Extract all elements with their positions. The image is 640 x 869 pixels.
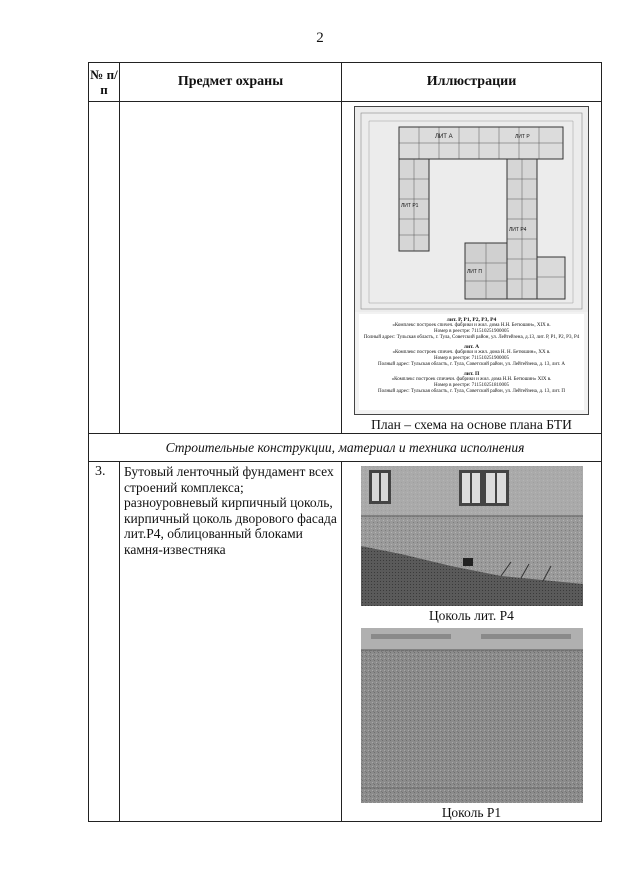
plinth-r4-photo <box>361 466 583 606</box>
plan-cell <box>342 102 602 434</box>
legend-line: Полный адрес: Тульская область, г. Тула, Советский район, ул. Лейтейзена, д. 13, лит. А <box>377 362 566 367</box>
legend-line: Номер в реестре: 711510251900005 <box>434 356 509 361</box>
legend-line: Полный адрес: Тульская область, г. Тула, Советский район, ул. Лейтейзена, д. 13, лит. П <box>377 389 566 394</box>
header-num: № п/п <box>89 63 120 102</box>
floor-plan-drawing <box>355 107 588 312</box>
table-header-row <box>89 63 602 102</box>
section-title: Строительные конструкции, материал и техника исполнения <box>89 434 602 462</box>
legend-line: «Комплекс построек спичечн. фабрики и жил. дома Н.Н. Бетюшин» XIX в. <box>391 377 552 382</box>
plan-legend <box>359 314 584 410</box>
header-subject: Предмет охраны <box>120 63 342 102</box>
legend-title-3: лит. П <box>463 371 480 377</box>
plan-label-lit-p: ЛИТ П <box>467 269 482 275</box>
plan-label-lit-a: ЛИТ А <box>435 134 453 140</box>
page-number: 2 <box>316 30 324 46</box>
photo-plinth-r4 <box>361 466 583 606</box>
plan-label-lit-r: ЛИТ Р <box>515 134 530 140</box>
legend-line: Номер в реестре: 711510251900005 <box>434 329 509 334</box>
empty-num-cell <box>89 102 120 434</box>
photo-plinth-r1 <box>361 628 583 803</box>
photos-cell <box>342 462 602 822</box>
legend-line: Номер в реестре: 711510251810005 <box>434 383 509 388</box>
legend-line: Полный адрес: Тульская область, г. Тула, Советский район, ул. Лейтейзена, д.13, лит. Р, Р1, Р2, Р3, Р4 <box>363 335 580 340</box>
empty-subject-cell <box>120 102 342 434</box>
header-illustrations: Иллюстрации <box>342 63 602 102</box>
plan-caption: План – схема на основе плана БТИ <box>371 417 572 432</box>
legend-title-1: лит. Р, Р1, Р2, Р3, Р4 <box>446 317 497 323</box>
table-row <box>89 462 602 822</box>
photo-caption-r4: Цоколь лит. Р4 <box>429 608 514 623</box>
legend-title-2: лит. А <box>463 344 480 350</box>
plan-label-lit-r4: ЛИТ Р4 <box>509 227 527 233</box>
plan-label-lit-r1: ЛИТ Р1 <box>401 203 419 209</box>
table-row-plan <box>89 102 602 434</box>
plinth-r1-photo <box>361 628 583 803</box>
row-num: 3. <box>89 462 120 822</box>
section-row <box>89 434 602 462</box>
bti-plan-image <box>354 106 589 415</box>
legend-line: «Комплекс построек спичеч. фабрики и жил. дома Н. Н. Бетюшин», XX в. <box>392 350 551 355</box>
photo-caption-r1: Цоколь Р1 <box>441 805 502 820</box>
row-subject: Бутовый ленточный фундамент всех строений комплекса; разноуровневый кирпичный цоколь, кирпичный цоколь дворового фасада лит.Р4, облицованный блоками камня-известняка <box>120 462 342 822</box>
legend-line: «Комплекс построек спичеч. фабрики и жил. дома Н.Н. Бетюшин», XIX в. <box>392 323 551 328</box>
protection-subject-table <box>88 62 602 822</box>
